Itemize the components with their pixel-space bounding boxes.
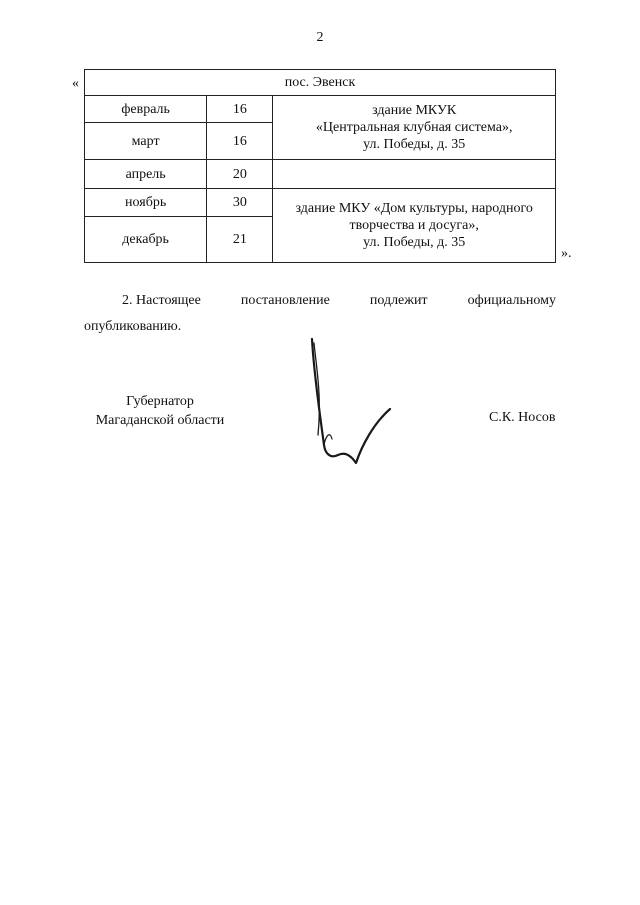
schedule-table [84, 69, 556, 263]
table-row [85, 189, 556, 217]
empty-venue-cell [273, 160, 556, 189]
handwritten-signature [300, 335, 410, 475]
count-cell: 16 [207, 96, 273, 123]
publication-paragraph [84, 288, 556, 340]
count-cell: 21 [207, 217, 273, 263]
venue-line: здание МКУК [372, 103, 457, 118]
venue-line: ул. Победы, д. 35 [363, 235, 466, 250]
paragraph-line: опубликованию. [84, 319, 182, 334]
month-cell: март [85, 123, 207, 160]
signatory-title [90, 392, 230, 430]
table-header-settlement: пос. Эвенск [85, 70, 556, 96]
month-cell: апрель [85, 160, 207, 189]
opening-quote: « [72, 76, 79, 91]
month-cell: декабрь [85, 217, 207, 263]
page-number: 2 [316, 30, 324, 45]
signatory-title-line: Губернатор [126, 394, 194, 409]
signatory-title-line: Магаданской области [95, 413, 225, 428]
count-cell: 16 [207, 123, 273, 160]
venue-line: ул. Победы, д. 35 [363, 137, 466, 152]
venue-cell [273, 189, 556, 263]
count-cell: 30 [207, 189, 273, 217]
venue-cell [273, 96, 556, 160]
paragraph-word: подлежит [369, 293, 428, 308]
table-row [85, 160, 556, 189]
paragraph-word: постановление [240, 293, 330, 308]
table-row [85, 96, 556, 123]
closing-quote: ». [561, 246, 572, 261]
month-cell: ноябрь [85, 189, 207, 217]
venue-line: творчества и досуга», [349, 218, 479, 233]
signatory-name: С.К. Носов [489, 410, 556, 425]
venue-line: «Центральная клубная система», [315, 120, 513, 135]
paragraph-word: 2. Настоящее [122, 293, 201, 308]
month-cell: февраль [85, 96, 207, 123]
count-cell: 20 [207, 160, 273, 189]
paragraph-word: официальному [467, 293, 556, 308]
venue-line: здание МКУ «Дом культуры, народного [295, 201, 533, 216]
paragraph-line [84, 288, 556, 314]
